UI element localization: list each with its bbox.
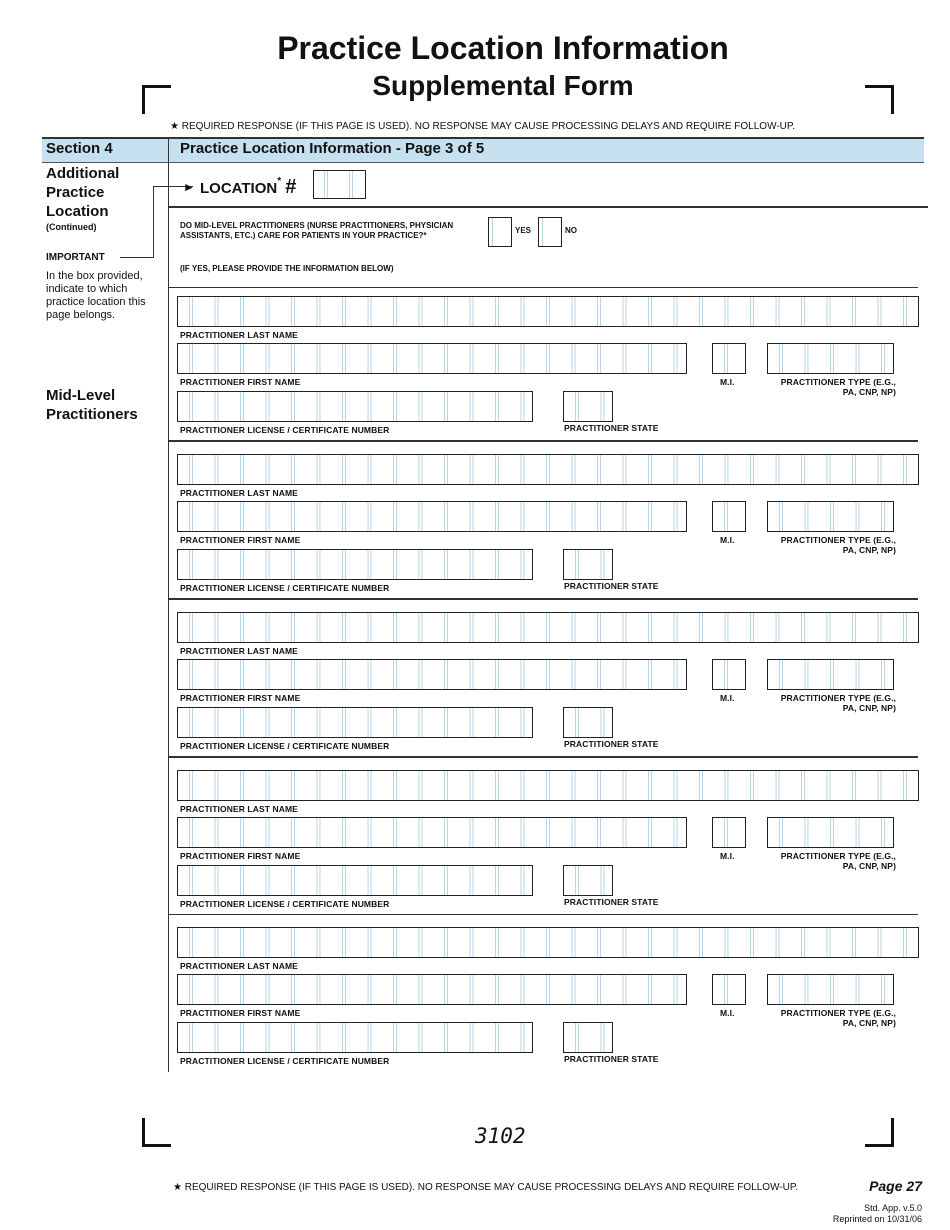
corner-mark-bottom-right [865,1118,894,1147]
practitioner-license-input[interactable] [177,865,533,896]
practitioner-divider [168,598,918,600]
practitioner-mi-label: M.I. [720,693,735,703]
practitioner-license-input[interactable] [177,1022,533,1053]
question-followup: (IF YES, PLEASE PROVIDE THE INFORMATION BELOW) [180,264,394,273]
practitioner-license-input[interactable] [177,391,533,422]
required-star-icon: ★ [170,121,179,132]
practitioner-license-input[interactable] [177,707,533,738]
practitioner-mi-label: M.I. [720,1008,735,1018]
practitioner-license-label: PRACTITIONER LICENSE / CERTIFICATE NUMBER [180,741,390,751]
sidebar-mid-level-heading: Mid-Level Practitioners [46,387,138,423]
practitioner-first-name-label: PRACTITIONER FIRST NAME [180,693,301,703]
practitioner-type-label: PRACTITIONER TYPE (E.G., PA, CNP, NP) [780,377,896,397]
location-hash: # [285,176,297,198]
practitioner-first-name-input[interactable] [177,817,687,848]
practitioner-last-name-input[interactable] [177,296,919,327]
practitioner-last-name-label: PRACTITIONER LAST NAME [180,804,298,814]
practitioner-last-name-label: PRACTITIONER LAST NAME [180,330,298,340]
practitioner-state-label: PRACTITIONER STATE [564,1054,659,1064]
practitioner-type-input[interactable] [767,817,894,848]
practitioner-last-name-input[interactable] [177,927,919,958]
practitioner-first-name-label: PRACTITIONER FIRST NAME [180,535,301,545]
sidebar-important-text: In the box provided, indicate to which practice location this page belongs. [46,270,146,321]
yes-label: YES [515,226,532,235]
version-text: Std. App. v.5.0 [864,1203,922,1213]
location-number-input[interactable] [313,170,366,199]
sidebar-important-label: IMPORTANT [46,252,105,263]
location-divider [168,206,928,208]
location-label [200,176,296,199]
practitioner-first-name-input[interactable] [177,343,687,374]
yes-checkbox[interactable] [488,217,512,247]
important-pointer-line [120,257,153,258]
mid-level-question: DO MID-LEVEL PRACTITIONERS (NURSE PRACTITIONERS, PHYSICIAN ASSISTANTS, ETC.) CARE FOR PATIENTS IN YOUR PRACTICE?* [180,221,454,240]
required-note-top [170,121,795,132]
practitioner-last-name-input[interactable] [177,770,919,801]
practitioner-mi-input[interactable] [712,974,746,1005]
practitioner-state-label: PRACTITIONER STATE [564,897,659,907]
section-divider [168,137,169,1072]
question-divider [168,287,918,288]
corner-mark-bottom-left [142,1118,171,1147]
practitioner-state-input[interactable] [563,391,613,422]
required-note-text: REQUIRED RESPONSE (IF THIS PAGE IS USED). NO RESPONSE MAY CAUSE PROCESSING DELAYS AND REQUIRE FOLLOW-UP. [181,121,796,132]
practitioner-state-label: PRACTITIONER STATE [564,423,659,433]
practitioner-first-name-label: PRACTITIONER FIRST NAME [180,851,301,861]
section-label: Section 4 [46,140,113,157]
practitioner-license-label: PRACTITIONER LICENSE / CERTIFICATE NUMBER [180,583,390,593]
no-checkbox[interactable] [538,217,562,247]
important-pointer-vertical [153,186,154,258]
practitioner-mi-input[interactable] [712,501,746,532]
location-arrow-icon: ► [183,180,195,194]
practitioner-state-input[interactable] [563,549,613,580]
practitioner-type-input[interactable] [767,659,894,690]
practitioner-state-label: PRACTITIONER STATE [564,739,659,749]
practitioner-mi-input[interactable] [712,659,746,690]
practitioner-license-input[interactable] [177,549,533,580]
practitioner-mi-label: M.I. [720,535,735,545]
practitioner-state-label: PRACTITIONER STATE [564,581,659,591]
practitioner-divider [168,756,918,758]
practitioner-type-label: PRACTITIONER TYPE (E.G., PA, CNP, NP) [780,535,896,555]
practitioner-mi-input[interactable] [712,817,746,848]
practitioner-last-name-label: PRACTITIONER LAST NAME [180,961,298,971]
practitioner-type-label: PRACTITIONER TYPE (E.G., PA, CNP, NP) [780,1008,896,1028]
practitioner-license-label: PRACTITIONER LICENSE / CERTIFICATE NUMBER [180,1056,390,1066]
location-star: * [277,176,282,187]
practitioner-mi-input[interactable] [712,343,746,374]
practitioner-last-name-label: PRACTITIONER LAST NAME [180,488,298,498]
practitioner-type-input[interactable] [767,501,894,532]
no-label: NO [565,226,577,235]
practitioner-state-input[interactable] [563,707,613,738]
sidebar-heading: Additional Practice Location [46,165,120,220]
practitioner-type-label: PRACTITIONER TYPE (E.G., PA, CNP, NP) [780,693,896,713]
section-title: Practice Location Information - Page 3 of 5 [180,140,485,157]
practitioner-mi-label: M.I. [720,377,735,387]
practitioner-state-input[interactable] [563,865,613,896]
required-note-text: REQUIRED RESPONSE (IF THIS PAGE IS USED). NO RESPONSE MAY CAUSE PROCESSING DELAYS AND REQUIRE FOLLOW-UP. [184,1182,799,1193]
practitioner-first-name-input[interactable] [177,974,687,1005]
reprinted-text: Reprinted on 10/31/06 [832,1214,922,1224]
practitioner-type-input[interactable] [767,343,894,374]
practitioner-first-name-label: PRACTITIONER FIRST NAME [180,377,301,387]
practitioner-type-input[interactable] [767,974,894,1005]
practitioner-license-label: PRACTITIONER LICENSE / CERTIFICATE NUMBER [180,425,390,435]
page-number: Page 27 [869,1178,922,1194]
practitioner-first-name-input[interactable] [177,659,687,690]
practitioner-mi-label: M.I. [720,851,735,861]
form-number: 3102 [475,1124,526,1148]
corner-mark-top-right [865,85,894,114]
practitioner-divider [168,440,918,442]
sidebar-continued: (Continued) [46,222,97,232]
practitioner-type-label: PRACTITIONER TYPE (E.G., PA, CNP, NP) [780,851,896,871]
practitioner-last-name-input[interactable] [177,612,919,643]
practitioner-license-label: PRACTITIONER LICENSE / CERTIFICATE NUMBER [180,899,390,909]
page-subtitle: Supplemental Form [372,70,634,101]
practitioner-last-name-label: PRACTITIONER LAST NAME [180,646,298,656]
practitioner-divider [168,914,918,915]
required-note-bottom [173,1182,798,1193]
page-title: Practice Location Information [277,30,729,66]
practitioner-last-name-input[interactable] [177,454,919,485]
corner-mark-top-left [142,85,171,114]
required-star-icon: ★ [173,1182,182,1193]
practitioner-first-name-label: PRACTITIONER FIRST NAME [180,1008,301,1018]
practitioner-first-name-input[interactable] [177,501,687,532]
location-label-text: LOCATION [200,180,278,197]
practitioner-state-input[interactable] [563,1022,613,1053]
